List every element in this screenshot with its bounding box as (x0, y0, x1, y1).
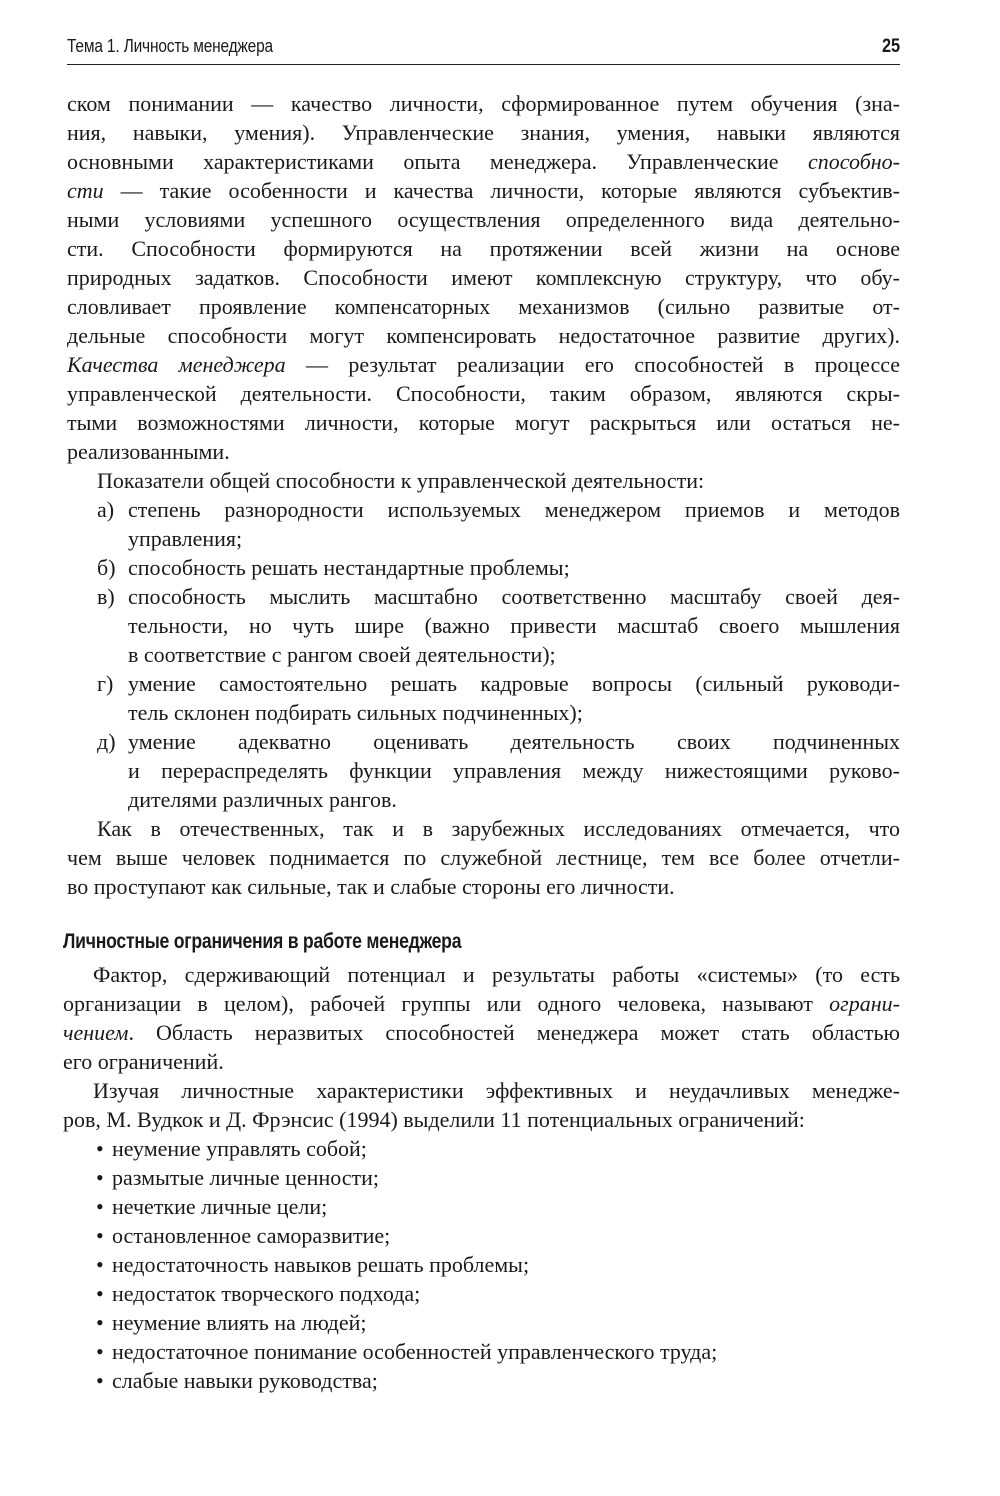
text-segment: умение самостоятельно решать кадровые вопросы (сильный руководи- (128, 671, 900, 696)
paragraph (63, 960, 900, 1076)
text-line (67, 321, 900, 350)
list-item (63, 1250, 900, 1279)
text-line: неумение влиять на людей; (112, 1310, 367, 1335)
list-item (63, 1337, 900, 1366)
text-line (128, 640, 900, 669)
text-line (128, 727, 900, 756)
text-segment: дельные способности могут компенсировать недостаточное развитие других). (67, 323, 900, 348)
text-segment: ров, М. Вудкок и Д. Фрэнсис (1994) выделили 11 потенциальных ограничений: (63, 1107, 805, 1132)
list-item (63, 1308, 900, 1337)
text-segment: — результат реализации его способностей в процессе (285, 352, 900, 377)
text-segment: Изучая личностные характеристики эффективных и неудачливых менедже- (93, 1078, 900, 1103)
text-line: размытые личные ценности; (112, 1165, 380, 1190)
text-segment: способность решать нестандартные проблемы; (128, 555, 570, 580)
bullet-icon: • (96, 1165, 104, 1190)
text-segment: и перераспределять функции управления между нижестоящими руково- (128, 758, 900, 783)
text-segment: тыми возможностями личности, которые могут раскрыться или остаться не- (67, 410, 900, 435)
italic-term: способно- (808, 149, 900, 174)
bullet-icon: • (96, 1194, 104, 1219)
text-segment: сти. Способности формируются на протяжении всей жизни на основе (67, 236, 900, 261)
text-line (67, 379, 900, 408)
text-segment: ния, навыки, умения). Управленческие знания, умения, навыки являются (67, 120, 900, 145)
text-line (63, 1105, 900, 1134)
text-segment: в соответствие с рангом своей деятельности); (128, 642, 556, 667)
list-item (67, 553, 900, 582)
text-line (67, 89, 900, 118)
running-header (67, 36, 900, 65)
list-item (63, 1279, 900, 1308)
text-segment: Фактор, сдерживающий потенциал и результаты работы «системы» (то есть (93, 962, 900, 987)
text-segment: реализованными. (67, 439, 230, 464)
text-segment: ском понимании — качество личности, сформированное путем обучения (зна- (67, 91, 900, 116)
list-marker: в) (97, 584, 115, 609)
text-line (128, 785, 900, 814)
text-line (67, 147, 900, 176)
text-segment: словливает проявление компенсаторных механизмов (сильно развитые от- (67, 294, 900, 319)
text-segment: ными условиями успешного осуществления определенного вида деятельно- (67, 207, 900, 232)
bullet-icon: • (96, 1136, 104, 1161)
bullet-list (63, 1134, 900, 1395)
text-line (128, 553, 900, 582)
text-segment: основными характеристиками опыта менеджера. Управленческие (67, 149, 808, 174)
text-segment: . Область неразвитых способностей менеджера может стать областью (128, 1020, 900, 1045)
bullet-icon: • (96, 1310, 104, 1335)
list-item (63, 1366, 900, 1395)
paragraph (67, 814, 900, 901)
list-marker: а) (97, 497, 115, 522)
bullet-icon: • (96, 1281, 104, 1306)
text-line (67, 263, 900, 292)
list-item (67, 582, 900, 669)
text-segment: чем выше человек поднимается по служебной лестнице, тем все более отчетли- (67, 845, 900, 870)
text-segment: природных задатков. Способности имеют комплексную структуру, что обу- (67, 265, 900, 290)
paragraph (67, 466, 900, 495)
text-line: неумение управлять собой; (112, 1136, 367, 1161)
list-item (67, 669, 900, 727)
text-line (63, 1076, 900, 1105)
list-item (63, 1221, 900, 1250)
text-segment: Показатели общей способности к управленческой деятельности: (97, 468, 705, 493)
text-line (67, 234, 900, 263)
text-line (67, 292, 900, 321)
text-line (67, 350, 900, 379)
page-body (63, 89, 900, 1395)
text-segment: — такие особенности и качества личности, которые являются субъектив- (103, 178, 900, 203)
text-line (63, 1047, 900, 1076)
text-line (67, 205, 900, 234)
list-item (67, 727, 900, 814)
page-number: 25 (881, 36, 900, 57)
text-line (67, 408, 900, 437)
chapter-title: Тема 1. Личность менеджера (67, 36, 274, 56)
text-line (63, 960, 900, 989)
text-line (128, 611, 900, 640)
section-heading: Личностные ограничения в работе менеджера (63, 930, 462, 953)
bullet-icon: • (96, 1252, 104, 1277)
text-line (63, 989, 900, 1018)
text-segment: степень разнородности используемых менеджером приемов и методов (128, 497, 900, 522)
italic-term: Качества менеджера (67, 352, 286, 377)
list-item (63, 1134, 900, 1163)
text-line (67, 437, 900, 466)
text-line (128, 698, 900, 727)
text-line: слабые навыки руководства; (112, 1368, 378, 1393)
text-line (67, 176, 900, 205)
text-line (128, 495, 900, 524)
text-line (67, 814, 900, 843)
text-line (67, 118, 900, 147)
bullet-icon: • (96, 1339, 104, 1364)
bullet-icon: • (96, 1223, 104, 1248)
text-segment: во проступают как сильные, так и слабые стороны его личности. (67, 874, 675, 899)
text-segment: тель склонен подбирать сильных подчиненных); (128, 700, 583, 725)
list-marker: г) (97, 671, 114, 696)
text-line: недостаточное понимание особенностей управленческого труда; (112, 1339, 718, 1364)
text-segment: тельности, но чуть шире (важно привести масштаб своего мышления (128, 613, 900, 638)
text-line (67, 872, 900, 901)
italic-term: чением (63, 1020, 129, 1045)
list-marker: д) (97, 729, 116, 754)
text-line: остановленное саморазвитие; (112, 1223, 391, 1248)
text-line (128, 524, 900, 553)
text-line: недостаточность навыков решать проблемы; (112, 1252, 530, 1277)
lettered-list (67, 495, 900, 814)
text-line: нечеткие личные цели; (112, 1194, 328, 1219)
list-item (67, 495, 900, 553)
text-segment: управления; (128, 526, 243, 551)
text-segment: дителями различных рангов. (128, 787, 397, 812)
italic-term: сти (67, 178, 104, 203)
bullet-icon: • (96, 1368, 104, 1393)
list-item (63, 1163, 900, 1192)
list-item (63, 1192, 900, 1221)
italic-term: ограни- (829, 991, 900, 1016)
text-segment: организации в целом), рабочей группы или одного человека, называют (63, 991, 830, 1016)
text-line: недостаток творческого подхода; (112, 1281, 421, 1306)
text-line (128, 756, 900, 785)
text-line (128, 669, 900, 698)
paragraph (63, 1076, 900, 1134)
text-segment: умение адекватно оценивать деятельность своих подчиненных (128, 729, 900, 754)
text-line (63, 1018, 900, 1047)
text-line (67, 466, 900, 495)
text-line (67, 843, 900, 872)
paragraph (67, 89, 900, 466)
text-segment: его ограничений. (63, 1049, 224, 1074)
text-line (128, 582, 900, 611)
text-segment: Как в отечественных, так и в зарубежных исследованиях отмечается, что (97, 816, 900, 841)
text-segment: управленческой деятельности. Способности, таким образом, являются скры- (67, 381, 900, 406)
list-marker: б) (97, 555, 116, 580)
text-segment: способность мыслить масштабно соответственно масштабу своей дея- (128, 584, 900, 609)
